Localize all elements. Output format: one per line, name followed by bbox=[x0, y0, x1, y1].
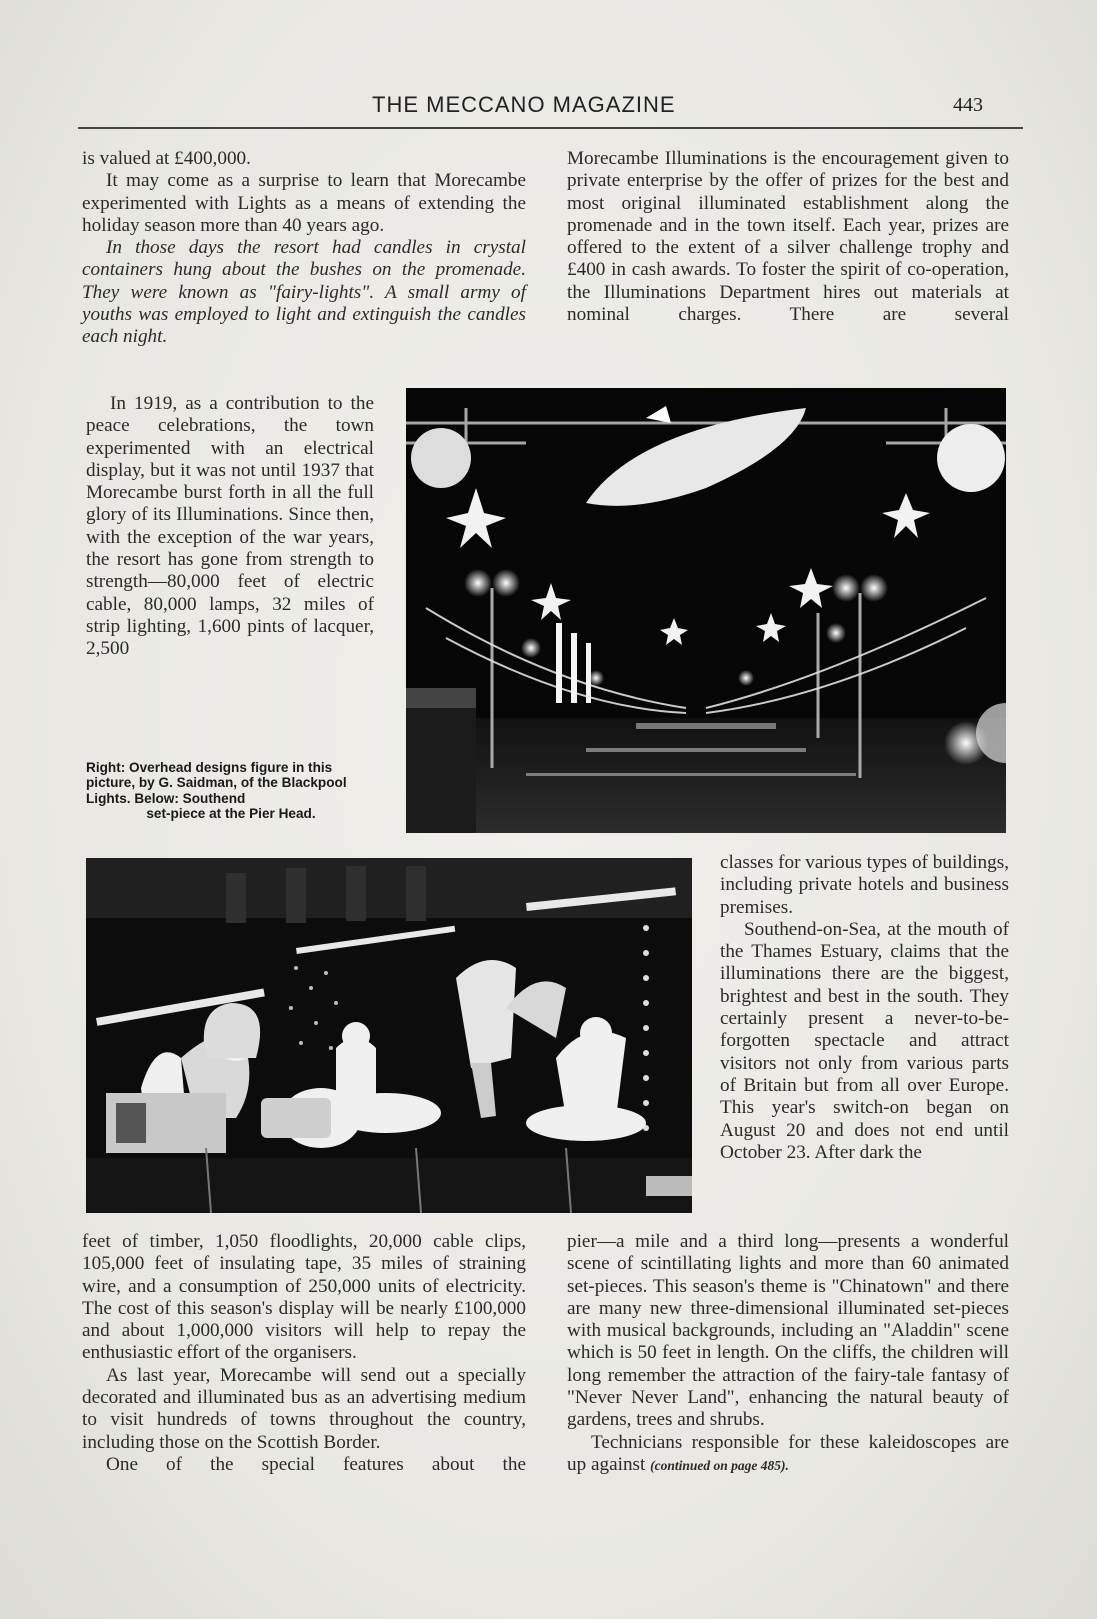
paragraph: pier—a mile and a third long—presents a wonderful scene of scintillating lights and more than 60 animated set-pieces. This season's theme is "Chinatown" and there are many new three-dimensional illuminated set-pieces with musical backgrounds, including an "Aladdin" scene which is 50 feet in length. On the cliffs, the children will long remember the attraction of the fairy-tale fantasy of "Never Never Land", enhancing the natural beauty of gardens, trees and shrubs. bbox=[567, 1231, 1009, 1431]
right-column-narrow bbox=[720, 852, 1009, 1164]
continued-note: (continued on page 485). bbox=[650, 1457, 789, 1473]
right-column-bottom bbox=[567, 1231, 1009, 1477]
magazine-title: THE MECCANO MAGAZINE bbox=[372, 92, 676, 117]
paragraph: It may come as a surprise to learn that Morecambe experimented with Lights as a means of extending the holiday season more than 40 years ago. bbox=[82, 170, 526, 236]
pier-head-set-piece-image bbox=[86, 858, 692, 1213]
right-column-top bbox=[567, 148, 1009, 326]
paragraph: One of the special features about the bbox=[106, 1453, 526, 1475]
caption-line: set-piece at the Pier Head. bbox=[146, 806, 316, 822]
night-street-illuminations-image bbox=[406, 388, 1006, 833]
photo-caption bbox=[86, 760, 376, 822]
left-column-narrow bbox=[86, 393, 374, 661]
paragraph: Southend-on-Sea, at the mouth of the Thames Estuary, claims that the illuminations there are the biggest, brightest and best in the south. They certainly present a never-to-be-forgotten spectacle and attract visitors not only from various parts of Britain but from all over Europe. This year's switch-on began on August 20 and does not end until October 23. After dark the bbox=[720, 918, 1009, 1163]
paragraph: As last year, Morecambe will send out a specially decorated and illuminated bus as an advertising medium to visit hundreds of towns throughout the country, including those on the Scottish Border. bbox=[82, 1364, 526, 1453]
page-number: 443 bbox=[953, 94, 983, 116]
paragraph-italic: In those days the resort had candles in crystal containers hung about the bushes on the promenade. They were known as "fairy-lights". A small army of youths was employed to light and extinguish the candles each night. bbox=[82, 237, 526, 348]
paragraph bbox=[567, 1432, 1009, 1478]
paragraph: In 1919, as a contribution to the peace celebrations, the town experimented with an electrical display, but it was not until 1937 that Morecambe burst forth in all the full glory of its Illuminations. Since then, with the exception of the war years, the resort has gone from strength to strength—80,000 feet of electric cable, 80,000 lamps, 32 miles of strip lighting, 1,600 pints of lacquer, 2,500 bbox=[86, 393, 374, 660]
paragraph: feet of timber, 1,050 floodlights, 20,000 cable clips, 105,000 feet of insulating tape, 35 miles of straining wire, and a consumption of 250,000 units of electricity. The cost of this season's display will be nearly £100,000 and about 1,000,000 visitors will help to repay the enthusiastic effort of the organisers. bbox=[82, 1231, 526, 1364]
paragraph: is valued at £400,000. bbox=[82, 148, 251, 169]
header-rule bbox=[78, 127, 1023, 129]
left-column-top bbox=[82, 148, 526, 349]
paragraph-text: Technicians responsible for these kaleidoscopes are up against bbox=[567, 1431, 1009, 1475]
paragraph: Morecambe Illuminations is the encouragement given to private enterprise by the offer of prizes for the best and most original illuminated establishment along the promenade and in the town itself. Each year, prizes are offered to the extent of a silver challenge trophy and £400 in cash awards. To foster the spirit of co-operation, the Illuminations Department hires out materials at nominal charges. There are several bbox=[567, 148, 1009, 326]
caption-line: Right: Overhead designs figure in this picture, by G. Saidman, of the Blackpool Lights. Below: Southend bbox=[86, 760, 347, 806]
paragraph: classes for various types of buildings, including private hotels and business premises. bbox=[720, 852, 1009, 918]
left-column-bottom bbox=[82, 1231, 526, 1476]
photo-southend-set-piece bbox=[86, 858, 692, 1213]
photo-overhead-illuminations bbox=[406, 388, 1006, 833]
